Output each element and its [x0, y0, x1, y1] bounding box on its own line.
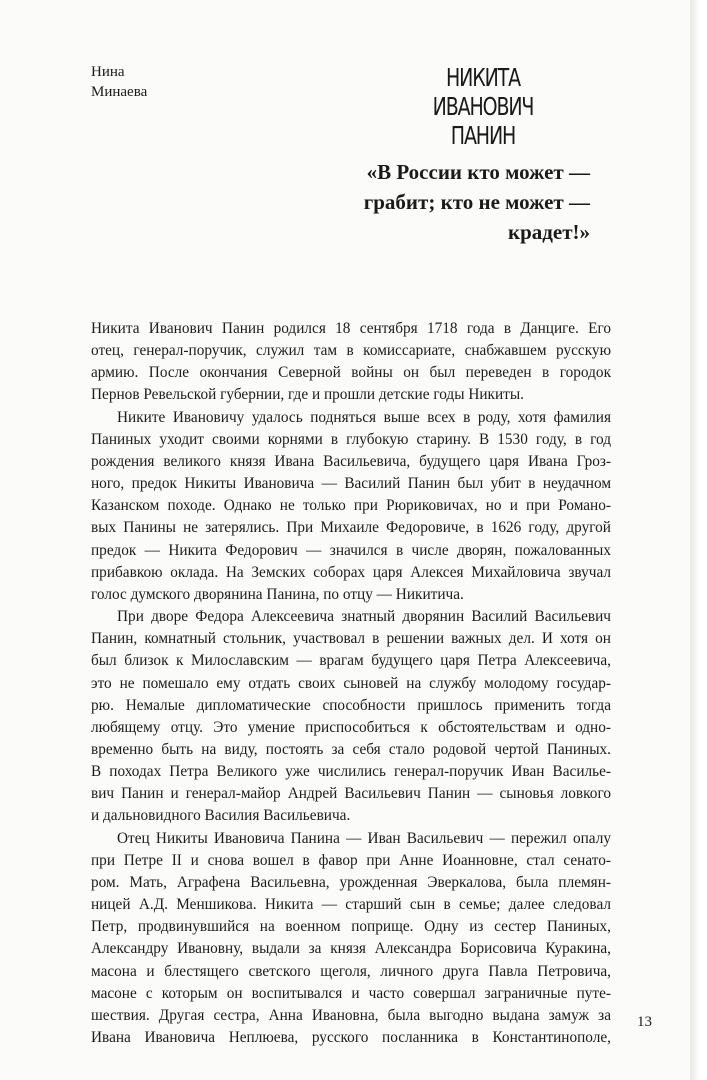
body-text — [91, 318, 611, 1049]
body-line: любящему отцу. Это умение приспособиться к обстоятельствам и одно- — [91, 718, 611, 736]
body-line: Пернов Ревельской губернии, где и прошли детские годы Никиты. — [91, 386, 524, 404]
body-line: Александру Ивановну, выдали за князя Александра Борисовича Куракина, — [91, 940, 611, 958]
body-line: Паниных уходит своими корнями в глубокую старину. В 1530 году, в год — [91, 430, 611, 448]
body-paragraph — [91, 407, 611, 606]
body-line: ницей А.Д. Меншикова. Никита — старший сын в семье; далее следовал — [91, 896, 611, 914]
body-line: армию. После окончания Северной войны он был переведен в городок — [91, 364, 611, 382]
chapter-title-line: НИКИТА — [446, 63, 520, 92]
chapter-title-line: ИВАНОВИЧ — [432, 92, 534, 121]
body-line: рю. Немалые дипломатические способности пришлось применить тогда — [91, 696, 611, 714]
author-first-name: Нина — [91, 64, 125, 80]
body-line: это не помешало ему отдать своих сыновей на службу молодому государ- — [91, 674, 611, 692]
body-line: масона и блестящего светского щеголя, личного друга Павла Петровича, — [91, 962, 611, 980]
body-line: прибавкою оклада. На Земских соборах царя Алексея Михайловича звучал — [91, 563, 611, 581]
body-line: ного, предок Никиты Ивановича — Василий Панин был убит в неудачном — [91, 475, 611, 493]
author-name — [91, 62, 147, 102]
body-line: при Петре II и снова вошел в фавор при Анне Иоанновне, стал сенато- — [91, 851, 611, 869]
body-line: шествия. Другая сестра, Анна Ивановна, была выгодно выдана замуж за — [91, 1006, 611, 1024]
body-line: вых Панины не затерялись. При Михаиле Федоровиче, в 1626 году, другой — [91, 519, 611, 537]
body-line: был близок к Милославским — врагам будущего царя Петра Алексеевича, — [91, 652, 611, 670]
page-number: 13 — [637, 1014, 652, 1030]
body-line: голос думского дворянина Панина, по отцу — Никитича. — [91, 585, 464, 603]
body-line: предок — Никита Федорович — значился в числе дворян, пожалованных — [91, 541, 611, 559]
chapter-title — [405, 63, 562, 150]
epigraph-line: грабит; кто не может — — [363, 190, 590, 214]
body-paragraph — [91, 606, 611, 828]
body-line: Петр, продвинувшийся на военном поприще. Одну из сестер Паниных, — [91, 918, 611, 936]
epigraph-line: «В России кто может — — [366, 160, 590, 184]
page-gutter-shadow — [690, 0, 707, 1080]
body-line: и дальновидного Василия Васильевича. — [91, 807, 351, 825]
body-paragraph — [91, 828, 611, 1050]
body-line: При дворе Федора Алексеевича знатный дворянин Василий Васильевич — [117, 608, 611, 626]
body-line: В походах Петра Великого уже числились генерал-поручик Иван Василье- — [91, 763, 611, 781]
body-line: рождения великого князя Ивана Васильевича, будущего царя Ивана Гроз- — [91, 452, 611, 470]
body-line: Ивана Ивановича Неплюева, русского посланника в Константинополе, — [91, 1029, 611, 1046]
body-line: отец, генерал-поручик, служил там в комиссариате, снабжавшем русскую — [91, 342, 611, 360]
body-line: Никите Ивановичу удалось подняться выше всех в роду, хотя фамилия — [117, 408, 611, 426]
epigraph-quote — [320, 157, 590, 247]
body-line: Казанском походе. Однако не только при Рюриковичах, но и при Романо- — [91, 497, 611, 515]
body-line: вич Панин и генерал-майор Андрей Васильевич Панин — сыновья ловкого — [91, 785, 611, 803]
epigraph-line: крадет!» — [507, 220, 590, 244]
body-paragraph — [91, 318, 611, 407]
body-line: ром. Мать, Аграфена Васильевна, урожденная Эверкалова, была племян- — [91, 873, 611, 891]
body-line: Отец Никиты Ивановича Панина — Иван Васильевич — пережил опалу — [117, 829, 611, 847]
body-line: Никита Иванович Панин родился 18 сентября 1718 года в Данциге. Его — [91, 320, 611, 337]
body-line: Панин, комнатный стольник, участвовал в решении важных дел. И хотя он — [91, 630, 611, 648]
chapter-title-line: ПАНИН — [450, 121, 516, 150]
author-last-name: Минаева — [91, 84, 148, 100]
body-line: временно быть на виду, постоять за себя стало родовой чертой Паниных. — [91, 740, 611, 758]
body-line: масоне с которым он воспитывался и часто совершал заграничные путе- — [91, 984, 611, 1002]
